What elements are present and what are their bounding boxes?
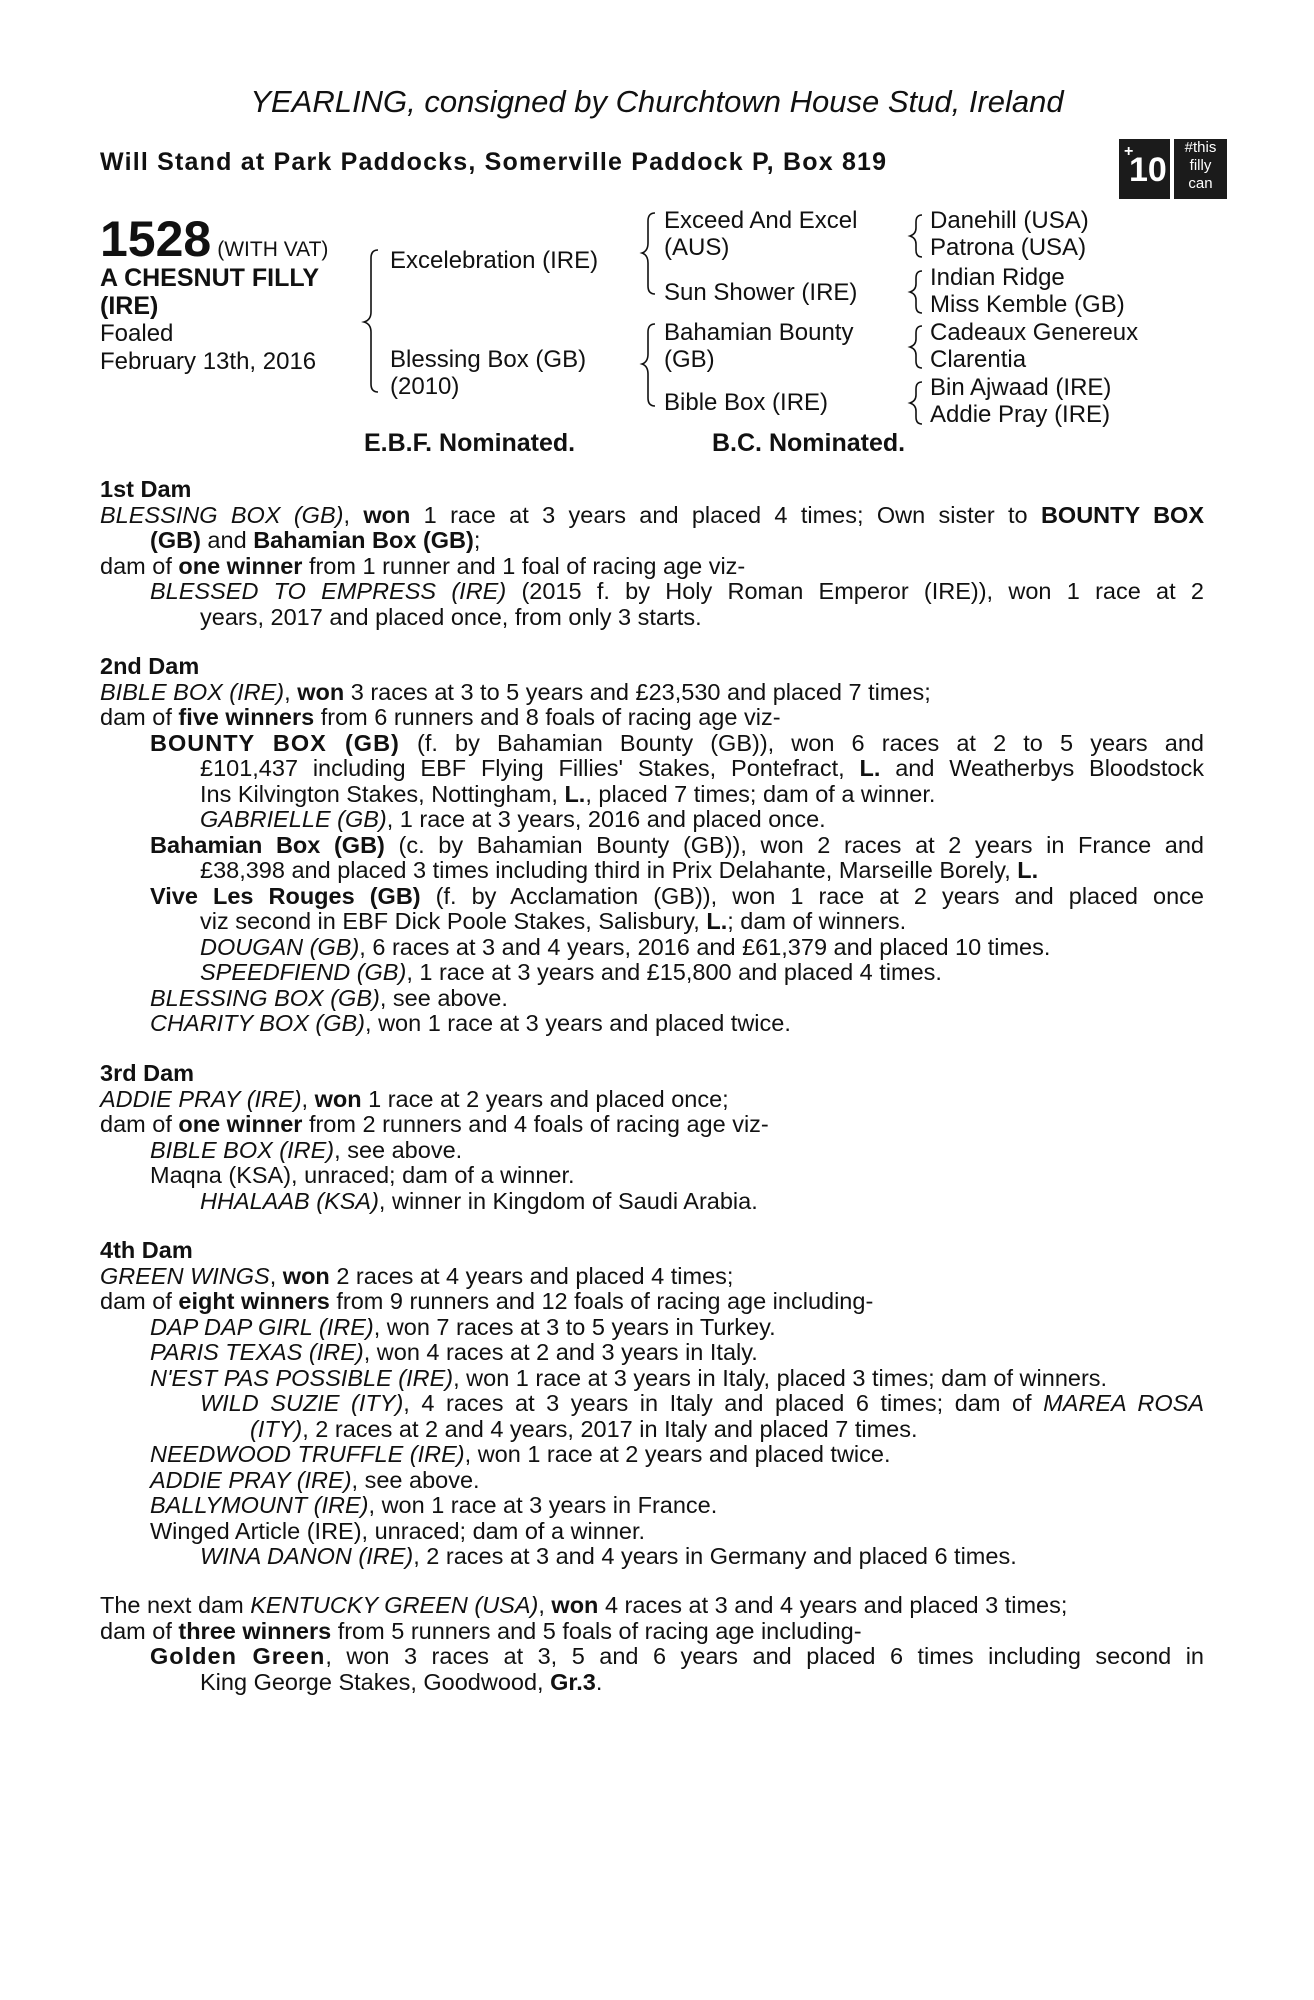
text: , 2 races at 3 and 4 years in Germany and placed 6 times.	[413, 1543, 1017, 1569]
winners-count: three winners	[178, 1617, 332, 1644]
pedigree-dam-dam: Bible Box (IRE)	[664, 389, 829, 416]
second-dam-line	[100, 782, 1204, 808]
winners-count: one winner	[178, 552, 303, 579]
brace-ss	[910, 215, 922, 257]
text: (f. by Acclamation (GB)), won 1 race at 2 years and placed once	[420, 882, 1205, 909]
dam-name: ADDIE PRAY (IRE)	[100, 1085, 302, 1112]
text: from 6 runners and 8 foals of racing age viz-	[314, 704, 781, 730]
pedigree-dam-line2: (2010)	[390, 373, 460, 400]
dam-name: KENTUCKY GREEN (USA)	[250, 1592, 539, 1618]
second-dam-line	[100, 731, 1204, 757]
horse-name: SPEEDFIEND (GB)	[200, 959, 407, 985]
text: 2 races at 4 years and placed 4 times;	[329, 1262, 734, 1289]
third-dam-line	[100, 1112, 1204, 1138]
third-dam-line	[100, 1189, 1204, 1215]
third-dam-heading: 3rd Dam	[100, 1060, 195, 1086]
fourth-dam-line	[100, 1442, 1204, 1468]
text: , see above.	[351, 1466, 480, 1493]
horse-name: CHARITY BOX (GB)	[150, 1010, 366, 1036]
horse-name: HHALAAB (KSA)	[200, 1187, 379, 1214]
horse-name: BOUNTY BOX (GB)	[150, 729, 400, 756]
won-text: won	[314, 1085, 362, 1112]
fourth-dam-line	[100, 1366, 1204, 1392]
pedigree-sire: Excelebration (IRE)	[390, 247, 599, 274]
won-text: won	[282, 1262, 330, 1289]
pedigree-ddd: Addie Pray (IRE)	[930, 401, 1111, 428]
pedigree-dam	[390, 346, 586, 400]
pedigree-sss: Danehill (USA)	[930, 207, 1089, 234]
winners-count: one winner	[178, 1111, 303, 1137]
horse-name: DOUGAN (GB)	[200, 933, 360, 960]
first-dam-line	[100, 554, 1204, 580]
dam-name: GREEN WINGS	[100, 1262, 270, 1289]
text: , winner in Kingdom of Saudi Arabia.	[378, 1187, 758, 1214]
horse-name: Vive Les Rouges (GB)	[150, 882, 421, 909]
horse-name: GABRIELLE (GB)	[200, 806, 387, 832]
text: , won 1 race at 3 years in France.	[368, 1492, 718, 1518]
pedigree-gen3-b	[930, 264, 1125, 318]
fourth-dam-line	[100, 1264, 1204, 1290]
text: , 1 race at 3 years and £15,800 and placed 4 times.	[406, 959, 942, 985]
horse-name: (ITY)	[250, 1415, 303, 1442]
horse-name-line2: (IRE)	[100, 292, 159, 320]
third-dam-line	[100, 1138, 1204, 1164]
second-dam-line	[100, 858, 1204, 884]
text: ; dam of winners.	[727, 908, 907, 934]
horse-name: WILD SUZIE (ITY)	[200, 1390, 404, 1416]
lot-number: 1528	[100, 211, 212, 267]
next-dam-line	[100, 1619, 1204, 1645]
pedigree-ssd: Patrona (USA)	[930, 234, 1087, 261]
second-dam-line	[100, 807, 1204, 833]
third-dam-line: Maqna (KSA), unraced; dam of a winner.	[150, 1162, 575, 1188]
brace-dam	[642, 324, 655, 406]
text: from 5 runners and 5 foals of racing age including-	[331, 1617, 862, 1644]
text: viz second in EBF Dick Poole Stakes, Salisbury,	[200, 908, 707, 934]
horse-name: ADDIE PRAY (IRE)	[150, 1466, 352, 1493]
listed-mark: L.	[706, 908, 728, 934]
text: ,	[269, 1262, 283, 1289]
third-dam-section	[100, 1061, 1204, 1214]
pedigree-dam-line1: Blessing Box (GB)	[390, 346, 587, 373]
horse-name: NEEDWOOD TRUFFLE (IRE)	[150, 1441, 465, 1467]
next-dam-line	[100, 1644, 1204, 1670]
pedigree-sire-sire	[664, 207, 857, 261]
text: Ins Kilvington Stakes, Nottingham,	[200, 780, 565, 807]
horse-name: Bahamian Box (GB)	[150, 831, 385, 858]
first-dam-line	[100, 503, 1204, 529]
won-text: won	[551, 1592, 599, 1618]
text: dam of	[100, 1288, 179, 1314]
text: , won 7 races at 3 to 5 years in Turkey.	[373, 1313, 776, 1340]
text: ,	[284, 678, 298, 705]
text: .	[595, 1668, 603, 1695]
text: (2015 f. by Holy Roman Emperor (IRE)), won 1 race at 2	[506, 578, 1204, 604]
text: from 9 runners and 12 foals of racing age including-	[329, 1288, 874, 1314]
winners-count: five winners	[178, 704, 315, 730]
pedigree-sdd: Miss Kemble (GB)	[930, 291, 1125, 318]
logo-text-2: filly	[1189, 157, 1212, 174]
won-text: won	[363, 501, 411, 528]
pedigree-sds: Indian Ridge	[930, 264, 1065, 291]
second-dam-section	[100, 654, 1204, 1037]
dam-name: BIBLE BOX (IRE)	[100, 678, 285, 705]
text: dam of	[100, 704, 179, 730]
pedigree-braces	[0, 0, 1314, 460]
text: , won 1 race at 3 years and placed twice.	[365, 1010, 791, 1036]
listed-mark: L.	[564, 780, 586, 807]
horse-name: BIBLE BOX (IRE)	[150, 1136, 335, 1163]
first-dam-line	[100, 528, 1204, 554]
text: dam of	[100, 1111, 179, 1137]
horse-name: BLESSING BOX (GB)	[150, 984, 380, 1011]
dam-name: BLESSING BOX (GB)	[100, 501, 344, 528]
text: 1 race at 3 years and placed 4 times; Own sister to	[410, 501, 1041, 528]
text: and Weatherbys Bloodstock	[880, 755, 1204, 781]
fourth-dam-section	[100, 1238, 1204, 1570]
fourth-dam-line	[100, 1417, 1204, 1443]
brace-sd	[910, 271, 922, 313]
pedigree-gen3-d	[930, 374, 1111, 428]
horse-name-line1: A CHESNUT FILLY	[100, 264, 319, 292]
listed-mark: L.	[859, 755, 881, 781]
horse-name: WINA DANON (IRE)	[200, 1543, 414, 1569]
text: , placed 7 times; dam of a winner.	[585, 780, 936, 807]
next-dam-line	[100, 1670, 1204, 1696]
text: from 1 runner and 1 foal of racing age viz-	[302, 552, 746, 579]
page-title: YEARLING, consigned by Churchtown House Stud, Ireland	[250, 84, 1064, 119]
fourth-dam-line	[100, 1468, 1204, 1494]
text: The next dam	[100, 1592, 251, 1618]
pedigree-dss: Cadeaux Genereux	[930, 319, 1139, 346]
bc-nominated: B.C. Nominated.	[712, 429, 906, 457]
second-dam-line	[100, 935, 1204, 961]
text: ,	[301, 1085, 315, 1112]
horse-name: PARIS TEXAS (IRE)	[150, 1339, 364, 1365]
text: from 2 runners and 4 foals of racing age viz-	[302, 1111, 769, 1137]
first-dam-section	[100, 477, 1204, 630]
listed-mark: L.	[1017, 857, 1039, 883]
second-dam-line	[100, 884, 1204, 910]
horse-name: Bahamian Box (GB)	[253, 527, 474, 553]
pedigree-ds-line1: Bahamian Bounty	[664, 319, 854, 346]
text: ,	[538, 1592, 552, 1618]
fourth-dam-line	[100, 1391, 1204, 1417]
fourth-dam-line	[100, 1544, 1204, 1570]
horse-name: BALLYMOUNT (IRE)	[150, 1492, 369, 1518]
second-dam-line	[100, 756, 1204, 782]
horse-name: BOUNTY BOX	[1040, 501, 1205, 528]
fourth-dam-line	[100, 1493, 1204, 1519]
text: (f. by Bahamian Bounty (GB)), won 6 races at 2 to 5 years and	[399, 729, 1204, 756]
text: dam of	[100, 552, 179, 579]
text: , won 4 races at 2 and 3 years in Italy.	[363, 1339, 758, 1365]
text: , 2 races at 2 and 4 years, 2017 in Italy and placed 7 times.	[302, 1415, 918, 1442]
pedigree-sire-dam: Sun Shower (IRE)	[664, 279, 858, 306]
first-dam-line: years, 2017 and placed once, from only 3 starts.	[200, 603, 702, 630]
text: ,	[343, 501, 364, 528]
pedigree-gen3-a	[930, 207, 1089, 261]
horse-name: MAREA ROSA	[1043, 1390, 1204, 1416]
third-dam-line	[100, 1087, 1204, 1113]
next-dam-section	[100, 1593, 1204, 1695]
horse-name: (GB)	[150, 527, 201, 553]
text: King George Stakes, Goodwood,	[200, 1668, 551, 1695]
text: , 1 race at 3 years, 2016 and placed once.	[386, 806, 826, 832]
text: £38,398 and placed 3 times including third in Prix Delahante, Marseille Borely,	[200, 857, 1018, 883]
text: ;	[473, 527, 481, 553]
first-dam-line	[100, 579, 1204, 605]
second-dam-line	[100, 909, 1204, 935]
fourth-dam-heading: 4th Dam	[100, 1237, 193, 1263]
next-dam-line	[100, 1593, 1204, 1619]
text: 3 races at 3 to 5 years and £23,530 and placed 7 times;	[344, 678, 931, 705]
second-dam-line	[100, 833, 1204, 859]
horse-name: N'EST PAS POSSIBLE (IRE)	[150, 1364, 454, 1391]
pedigree-dds: Bin Ajwaad (IRE)	[930, 374, 1112, 401]
second-dam-line	[100, 1011, 1204, 1037]
text: , won 1 race at 3 years in Italy, placed 3 times; dam of winners.	[453, 1364, 1108, 1391]
horse-name: DAP DAP GIRL (IRE)	[150, 1313, 374, 1340]
won-text: won	[297, 678, 345, 705]
fourth-dam-line	[100, 1315, 1204, 1341]
pedigree-ds-line2: (GB)	[664, 346, 715, 373]
pedigree-gen3-c	[930, 319, 1138, 373]
logo-text-3: can	[1188, 175, 1213, 192]
text: , see above.	[379, 984, 508, 1011]
stand-location: Will Stand at Park Paddocks, Somerville Paddock P, Box 819	[100, 148, 888, 176]
pedigree-ss-line2: (AUS)	[664, 234, 730, 261]
pedigree-dam-sire	[664, 319, 853, 373]
brace-sire	[642, 213, 655, 294]
brace-ds	[910, 326, 922, 368]
horse-name: Golden Green	[150, 1643, 326, 1669]
logo-plus: +	[1124, 143, 1134, 160]
text: , won 3 races at 3, 5 and 6 years and placed 6 times including second in	[325, 1643, 1204, 1669]
brace-dd	[910, 382, 922, 424]
foaled-label: Foaled	[100, 320, 174, 347]
ebf-nominated: E.B.F. Nominated.	[364, 429, 576, 457]
logo-number: 10	[1129, 151, 1167, 189]
pedigree-dsd: Clarentia	[930, 346, 1027, 373]
vat-note: (WITH VAT)	[217, 238, 329, 261]
text: 1 race at 2 years and placed once;	[361, 1085, 729, 1112]
text: £101,437 including EBF Flying Fillies' Stakes, Pontefract,	[200, 755, 860, 781]
fourth-dam-line: Winged Article (IRE), unraced; dam of a winner.	[150, 1517, 646, 1544]
winners-count: eight winners	[178, 1288, 330, 1314]
foaled-date: February 13th, 2016	[100, 348, 317, 375]
text: 4 races at 3 and 4 years and placed 3 times;	[598, 1592, 1068, 1618]
fourth-dam-line	[100, 1340, 1204, 1366]
second-dam-line	[100, 960, 1204, 986]
text: dam of	[100, 1617, 179, 1644]
second-dam-line	[100, 986, 1204, 1012]
first-dam-heading: 1st Dam	[100, 476, 192, 502]
fourth-dam-line	[100, 1289, 1204, 1315]
second-dam-line	[100, 705, 1204, 731]
text: , 4 races at 3 years in Italy and placed 6 times; dam of	[403, 1390, 1044, 1416]
pedigree-ss-line1: Exceed And Excel	[664, 207, 858, 234]
second-dam-heading: 2nd Dam	[100, 653, 200, 679]
text: , see above.	[334, 1136, 463, 1163]
text: and	[200, 527, 254, 553]
text: , 6 races at 3 and 4 years, 2016 and £61,379 and placed 10 times.	[359, 933, 1051, 960]
logo-text-1: #this	[1184, 139, 1217, 156]
text: , won 1 race at 2 years and placed twice.	[464, 1441, 891, 1467]
second-dam-line	[100, 680, 1204, 706]
group-mark: Gr.3	[550, 1668, 596, 1695]
text: (c. by Bahamian Bounty (GB)), won 2 races at 2 years in France and	[384, 831, 1204, 858]
horse-name: BLESSED TO EMPRESS (IRE)	[150, 578, 507, 604]
brace-gen1	[364, 250, 378, 392]
